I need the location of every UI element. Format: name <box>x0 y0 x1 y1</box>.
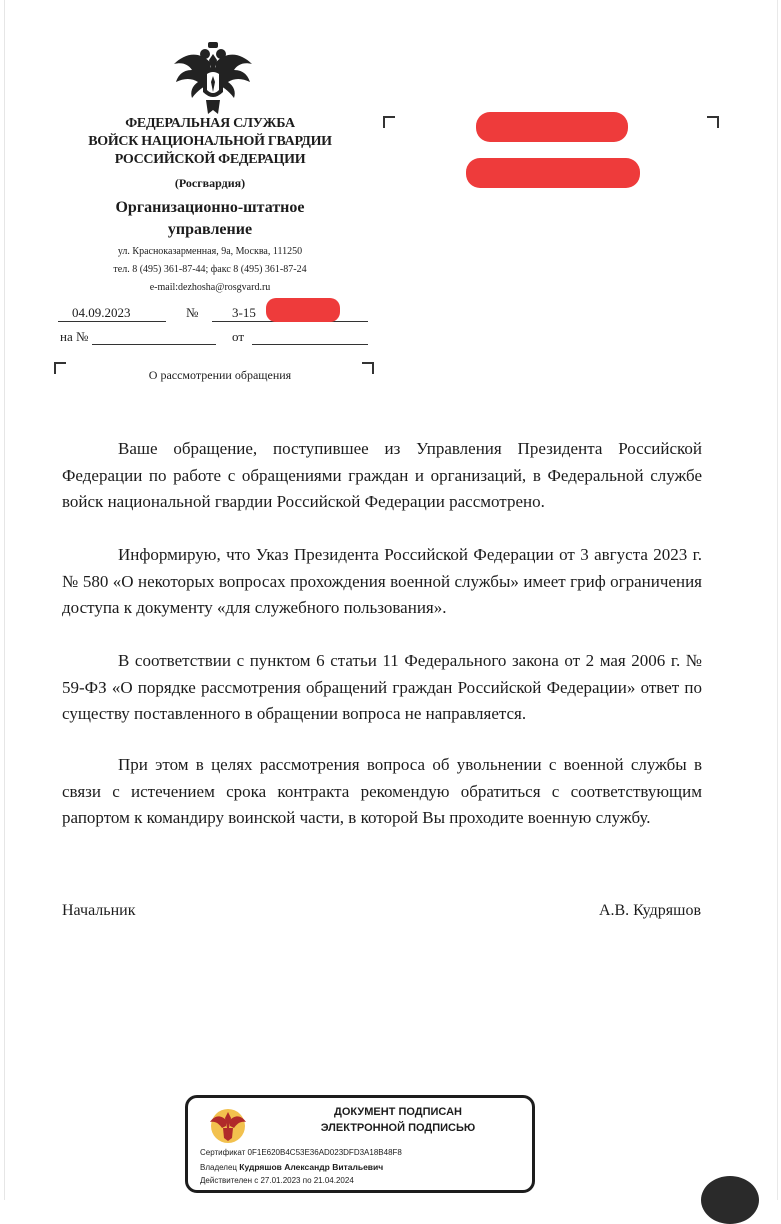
reference-number-label: на № <box>60 329 89 344</box>
body-paragraph-4: При этом в целях рассмотрения вопроса об увольнении с военной службы в связи с истечением срока контракта рекомендую обратиться с соответствующим рапортом к командиру воинской части, в которой Вы проходите военную службу. <box>62 755 702 827</box>
org-name-line3: РОССИЙСКОЙ ФЕДЕРАЦИИ <box>114 152 306 167</box>
validity-label: Действителен с <box>200 1176 259 1185</box>
department-line1: Организационно-штатное <box>115 199 305 216</box>
stamp-certificate-row <box>200 1148 402 1157</box>
registration-number-label: № <box>186 305 199 320</box>
owner-label: Владелец <box>200 1163 238 1172</box>
stamp-validity-row <box>200 1176 354 1185</box>
corner-overlay <box>701 1176 759 1224</box>
registration-number: 3-15 <box>232 305 256 320</box>
stamp-title-line1: ДОКУМЕНТ ПОДПИСАН <box>334 1106 462 1118</box>
addressee-bracket-right <box>707 116 719 128</box>
signatory-title: Начальник <box>62 902 136 919</box>
certificate-value: 0F1E620B4C53E36AD023DFD3A18B48F8 <box>247 1148 402 1157</box>
stamp-title-line2: ЭЛЕКТРОННОЙ ПОДПИСЬЮ <box>320 1122 476 1134</box>
addressee-redaction-2 <box>466 158 640 188</box>
certificate-label: Сертификат <box>200 1148 246 1157</box>
subject-bracket-left <box>54 362 66 374</box>
owner-value: Кудряшов Александр Витальевич <box>239 1162 384 1172</box>
body-paragraph-1: Ваше обращение, поступившее из Управления Президента Российской Федерации по работе с обращениями граждан и организаций, в Федеральной службе войск национальной гвардии Российской Федерации рассмотрено. <box>62 439 702 511</box>
org-short-name: (Росгвардия) <box>174 176 246 190</box>
body-paragraph-2: Информирую, что Указ Президента Российской Федерации от 3 августа 2023 г. № 580 «О некоторых вопросах прохождения военной службы» имеет гриф ограничения доступа к документу «для служебного пользования». <box>62 545 702 617</box>
address: ул. Красноказарменная, 9а, Москва, 111250 <box>117 246 303 257</box>
addressee-bracket-left <box>383 116 395 128</box>
from-underline <box>252 344 368 345</box>
subject-bracket-right <box>362 362 374 374</box>
stamp-emblem-icon <box>206 1106 250 1146</box>
org-name-line1: ФЕДЕРАЛЬНАЯ СЛУЖБА <box>125 116 295 131</box>
double-headed-eagle-emblem-icon <box>170 40 256 118</box>
registration-date: 04.09.2023 <box>72 305 131 320</box>
signatory-name: А.В. Кудряшов <box>598 902 701 919</box>
reference-underline <box>92 344 216 345</box>
stamp-owner-row <box>200 1162 383 1172</box>
number-redaction <box>266 298 340 322</box>
email: e-mail:dezhosha@rosgvard.ru <box>149 282 271 293</box>
body-paragraph-3: В соответствии с пунктом 6 статьи 11 Федерального закона от 2 мая 2006 г. № 59-ФЗ «О порядке рассмотрения обращений граждан Российской Федерации» ответ по существу поставленного в обращении вопроса не направляется. <box>62 651 702 723</box>
electronic-signature-stamp <box>185 1095 535 1193</box>
phones: тел. 8 (495) 361-87-44; факс 8 (495) 361-87-24 <box>113 264 307 275</box>
validity-value: 27.01.2023 по 21.04.2024 <box>260 1176 354 1185</box>
addressee-redaction-1 <box>476 112 628 142</box>
subject-line: О рассмотрении обращения <box>148 368 292 382</box>
org-name-line2: ВОЙСК НАЦИОНАЛЬНОЙ ГВАРДИИ <box>88 134 332 149</box>
page-right-edge <box>777 0 778 1200</box>
department-line2: управление <box>167 221 253 238</box>
date-underline <box>58 321 166 322</box>
page-left-edge <box>4 0 5 1200</box>
reference-from-label: от <box>232 329 245 344</box>
